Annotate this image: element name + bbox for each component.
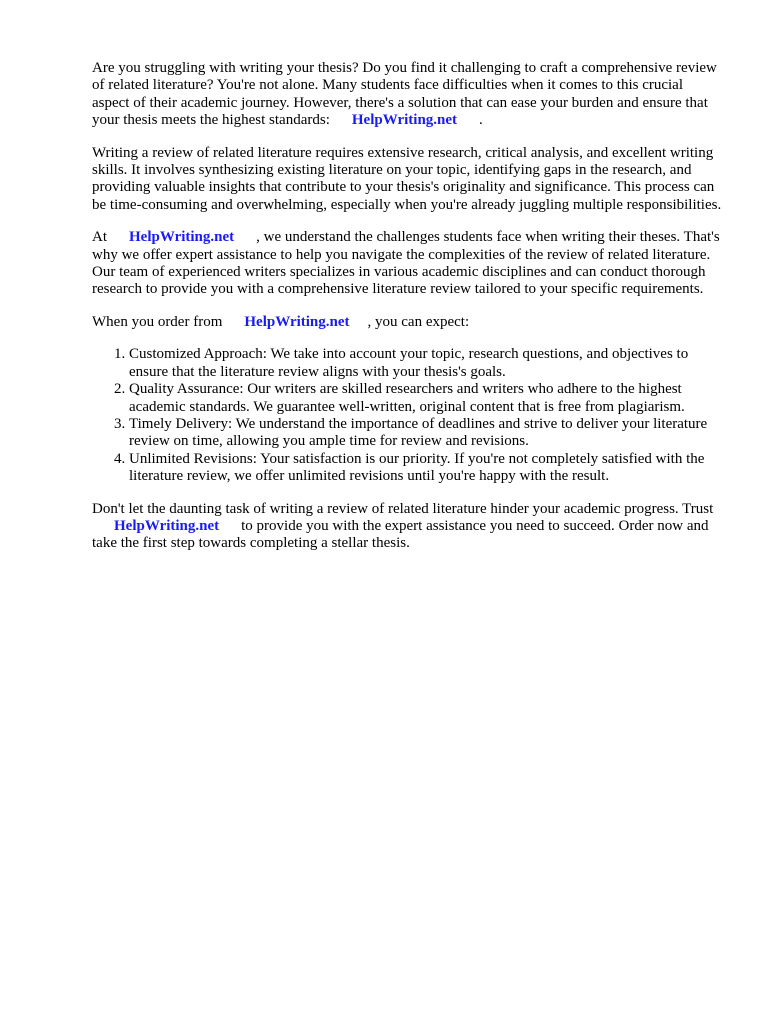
about-paragraph — [92, 229, 722, 299]
intro-paragraph — [92, 60, 722, 130]
intro-text: Are you struggling with writing your thesis? Do you find it challenging to craft a comprehensive review of related literature? You're not alone. Many students face difficulties when it comes to this crucial aspect of their academic journey. However, there's a solution that can ease your burden and ensure that your thesis meets the highest standards: — [92, 60, 717, 129]
list-item: 1. Customized Approach: We take into account your topic, research questions, and objectives to ensure that the literature review aligns with your thesis's goals. — [129, 346, 722, 381]
review-paragraph: Writing a review of related literature requires extensive research, critical analysis, and excellent writing skills. It involves synthesizing existing literature on your topic, identifying gaps in the research, and providing valuable insights that contribute to your thesis's originality and significance. This process can be time-consuming and overwhelming, especially when you're already juggling multiple responsibilities. — [92, 144, 722, 213]
closing-text-end: to provide you with the expert assistance you need to succeed. Order now and take the first step towards completing a stellar thesis. — [92, 517, 709, 552]
closing-paragraph — [92, 501, 722, 553]
helpwriting-link-1[interactable]: HelpWriting.net — [351, 112, 458, 129]
intro-text-end: . — [479, 112, 483, 129]
list-item: 3. Timely Delivery: We understand the importance of deadlines and strive to deliver your literature review on time, allowing you ample time for review and revisions. — [129, 416, 722, 451]
list-item: 2. Quality Assurance: Our writers are skilled researchers and writers who adhere to the highest academic standards. We guarantee well-written, original content that is free from plagiarism. — [129, 381, 722, 416]
document-page — [92, 60, 722, 568]
helpwriting-link-2[interactable]: HelpWriting.net — [129, 229, 235, 246]
about-text-start: At — [92, 229, 107, 246]
benefits-list — [92, 346, 722, 485]
list-item: 4. Unlimited Revisions: Your satisfaction is our priority. If you're not completely satisfied with the literature review, we offer unlimited revisions until you're happy with the result. — [129, 451, 722, 486]
helpwriting-link-3[interactable]: HelpWriting.net — [244, 313, 350, 330]
helpwriting-link-4[interactable]: HelpWriting.net — [114, 517, 220, 534]
expect-text-start: When you order from — [92, 313, 223, 330]
about-text: , we understand the challenges students face when writing their theses. That's why we offer expert assistance to help you navigate the complexities of the review of related literature. Our team of experienced writers specializes in various academic disciplines and can conduct thorough research to provide you with a comprehensive literature review tailored to your specific requirements. — [92, 229, 720, 298]
expect-text-end: , you can expect: — [367, 313, 470, 330]
closing-text-start: Don't let the daunting task of writing a review of related literature hinder your academic progress. Trust — [92, 500, 714, 517]
expect-paragraph — [92, 314, 722, 331]
